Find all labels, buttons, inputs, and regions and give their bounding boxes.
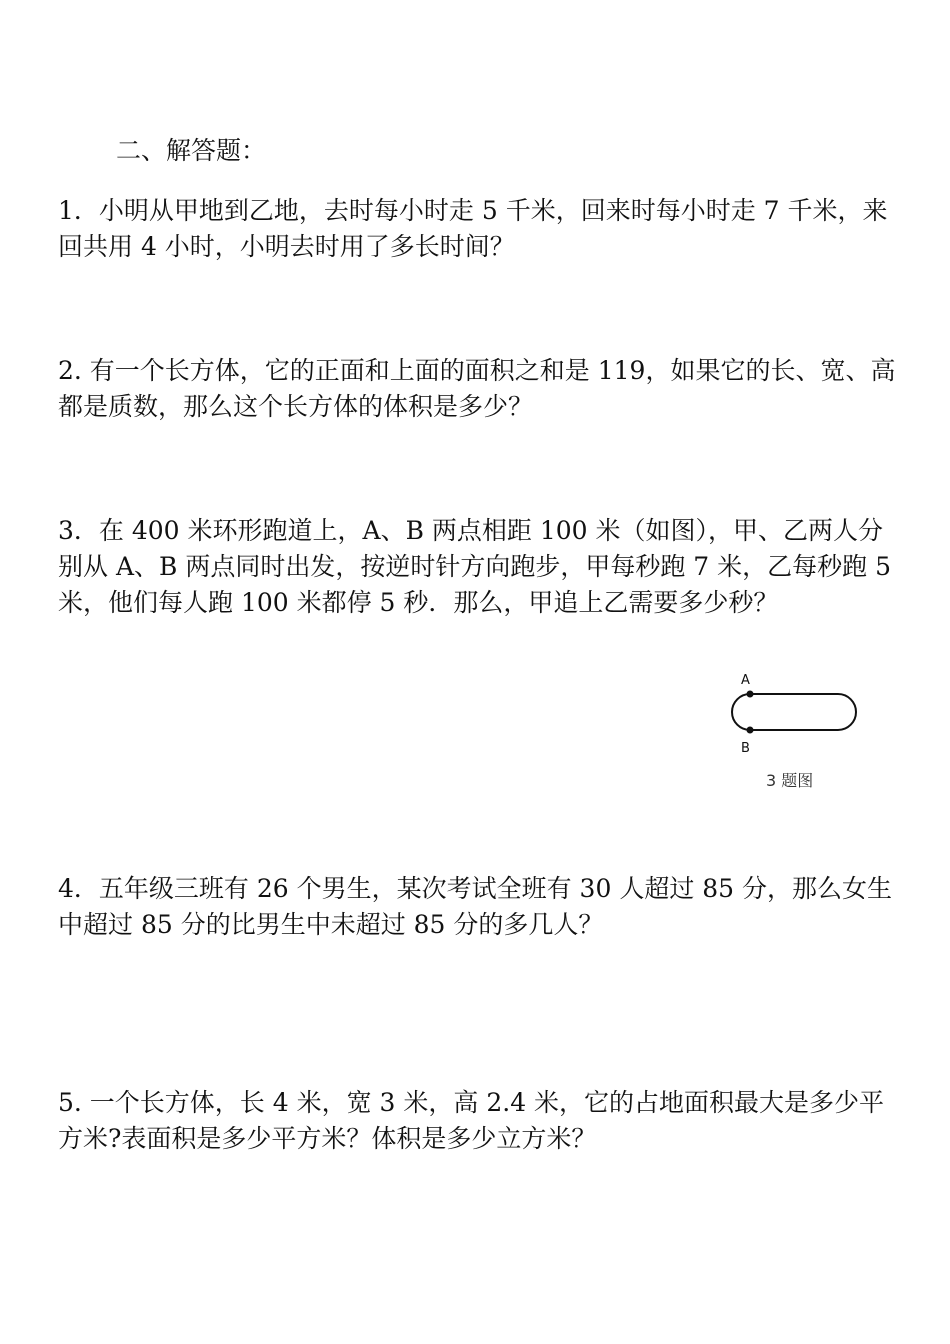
running-track-oval xyxy=(732,694,856,730)
question-3: 3．在 400 米环形跑道上，A、B 两点相距 100 米（如图），甲、乙两人分别从 A、B 两点同时出发，按逆时针方向跑步，甲每秒跑 7 米，乙每秒跑 5 米，他们每人跑 100 米都停 5 秒．那么，甲追上乙需要多少秒？ xyxy=(58,516,891,617)
track-figure xyxy=(726,668,866,798)
point-b-marker xyxy=(747,727,754,734)
question-1: 1．小明从甲地到乙地，去时每小时走 5 千米，回来时每小时走 7 千米，来回共用 4 小时，小明去时用了多长时间？ xyxy=(58,196,888,261)
question-4: 4．五年级三班有 26 个男生，某次考试全班有 30 人超过 85 分，那么女生中超过 85 分的比男生中未超过 85 分的多几人？ xyxy=(58,874,893,939)
point-b-label: B xyxy=(741,741,750,756)
question-2: 2. 有一个长方体，它的正面和上面的面积之和是 119，如果它的长、宽、高都是质数，那么这个长方体的体积是多少？ xyxy=(58,356,896,421)
question-5: 5. 一个长方体，长 4 米，宽 3 米，高 2.4 米，它的占地面积最大是多少平方米?表面积是多少平方米？体积是多少立方米？ xyxy=(58,1088,885,1153)
figure-caption: 3 题图 xyxy=(766,771,814,790)
point-a-label: A xyxy=(741,673,750,688)
point-a-marker xyxy=(747,691,754,698)
section-title: 二、解答题： xyxy=(116,136,267,165)
track-diagram xyxy=(726,668,866,768)
